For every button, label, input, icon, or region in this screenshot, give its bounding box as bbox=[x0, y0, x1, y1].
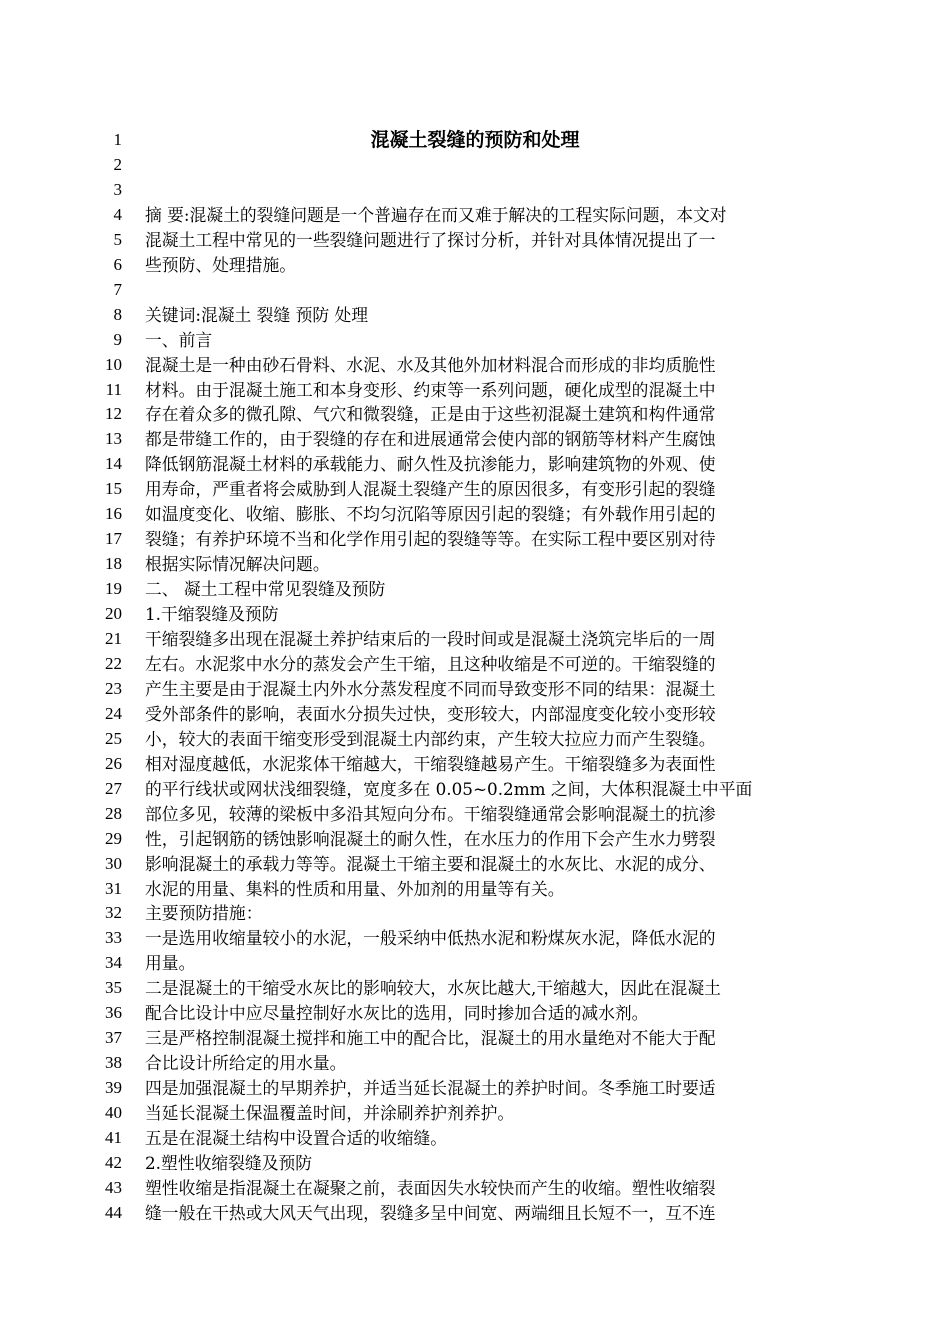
line-number: 44 bbox=[105, 1202, 122, 1222]
line-number: 34 bbox=[105, 953, 122, 973]
text-line: 部位多见，较薄的梁板中多沿其短向分布。干缩裂缝通常会影响混凝土的抗渗 bbox=[145, 803, 716, 824]
text-line: 一是选用收缩量较小的水泥，一般采纳中低热水泥和粉煤灰水泥，降低水泥的 bbox=[145, 928, 716, 949]
text-line: 混凝土是一种由砂石骨料、水泥、水及其他外加材料混合而形成的非均质脆性 bbox=[145, 354, 716, 375]
line-number: 35 bbox=[105, 978, 122, 998]
text-line: 影响混凝土的承载力等等。混凝土干缩主要和混凝土的水灰比、水泥的成分、 bbox=[145, 853, 716, 874]
text-line: 关键词:混凝土 裂缝 预防 处理 bbox=[145, 304, 369, 325]
text-line: 受外部条件的影响，表面水分损失过快，变形较大，内部湿度变化较小变形较 bbox=[145, 703, 716, 724]
line-number: 8 bbox=[113, 304, 122, 324]
line-number: 6 bbox=[113, 254, 122, 274]
text-line: 性，引起钢筋的锈蚀影响混凝土的耐久性，在水压力的作用下会产生水力劈裂 bbox=[145, 828, 716, 849]
text-line: 的平行线状或网状浅细裂缝，宽度多在 0.05~0.2mm 之间，大体积混凝土中平面 bbox=[145, 778, 753, 799]
line-number: 4 bbox=[113, 204, 122, 224]
text-line: 裂缝；有养护环境不当和化学作用引起的裂缝等等。在实际工程中要区别对待 bbox=[145, 529, 716, 550]
line-number: 31 bbox=[105, 878, 122, 898]
line-number: 39 bbox=[105, 1078, 122, 1098]
text-line: 用寿命，严重者将会威胁到人混凝土裂缝产生的原因很多，有变形引起的裂缝 bbox=[145, 479, 716, 500]
line-number: 38 bbox=[105, 1053, 122, 1073]
line-number: 15 bbox=[105, 479, 122, 499]
text-line: 小，较大的表面干缩变形受到混凝土内部约束，产生较大拉应力而产生裂缝。 bbox=[145, 728, 716, 749]
text-line: 存在着众多的微孔隙、气穴和微裂缝，正是由于这些初混凝土建筑和构件通常 bbox=[145, 404, 716, 425]
line-number: 22 bbox=[105, 653, 122, 673]
line-number: 19 bbox=[105, 579, 122, 599]
text-line: 塑性收缩是指混凝土在凝聚之前，表面因失水较快而产生的收缩。塑性收缩裂 bbox=[145, 1177, 716, 1198]
text-line bbox=[145, 277, 805, 303]
line-number: 25 bbox=[105, 728, 122, 748]
line-number: 12 bbox=[105, 404, 122, 424]
line-number: 33 bbox=[105, 928, 122, 948]
line-number: 14 bbox=[105, 454, 122, 474]
text-line: 2.塑性收缩裂缝及预防 bbox=[145, 1152, 313, 1173]
line-number: 41 bbox=[105, 1128, 122, 1147]
text-line: 二、 凝土工程中常见裂缝及预防 bbox=[145, 579, 386, 600]
text-line: 降低钢筋混凝土材料的承载能力、耐久性及抗渗能力，影响建筑物的外观、使 bbox=[145, 454, 716, 475]
line-number: 40 bbox=[105, 1103, 122, 1123]
line-number: 32 bbox=[105, 903, 122, 923]
line-number: 27 bbox=[105, 778, 122, 798]
text-line: 摘 要:混凝土的裂缝问题是一个普遍存在而又难于解决的工程实际问题，本文对 bbox=[145, 204, 727, 225]
text-line: 二是混凝土的干缩受水灰比的影响较大，水灰比越大,干缩越大，因此在混凝土 bbox=[145, 978, 721, 999]
text-line: 些预防、处理措施。 bbox=[145, 254, 297, 275]
text-line: 材料。由于混凝土施工和本身变形、约束等一系列问题，硬化成型的混凝土中 bbox=[145, 379, 716, 400]
line-number: 9 bbox=[113, 329, 122, 349]
text-line: 当延长混凝土保温覆盖时间，并涂刷养护剂养护。 bbox=[145, 1103, 515, 1124]
text-line: 三是严格控制混凝土搅拌和施工中的配合比，混凝土的用水量绝对不能大于配 bbox=[145, 1028, 716, 1049]
text-line: 产生主要是由于混凝土内外水分蒸发程度不同而导致变形不同的结果：混凝土 bbox=[145, 678, 716, 699]
text-line: 相对湿度越低，水泥浆体干缩越大，干缩裂缝越易产生。干缩裂缝多为表面性 bbox=[145, 753, 716, 774]
document-title: 混凝土裂缝的预防和处理 bbox=[370, 129, 580, 151]
text-line: 五是在混凝土结构中设置合适的收缩缝。 bbox=[145, 1128, 448, 1148]
line-number: 10 bbox=[105, 354, 122, 374]
line-number: 29 bbox=[105, 828, 122, 848]
text-line: 合比设计所给定的用水量。 bbox=[145, 1053, 347, 1074]
text-line: 配合比设计中应尽量控制好水灰比的选用，同时掺加合适的减水剂。 bbox=[145, 1003, 649, 1024]
text-line: 用量。 bbox=[145, 953, 196, 974]
text-line: 水泥的用量、集料的性质和用量、外加剂的用量等有关。 bbox=[145, 878, 565, 899]
line-number: 17 bbox=[105, 529, 122, 549]
line-number: 18 bbox=[105, 554, 122, 574]
line-number: 5 bbox=[113, 229, 122, 249]
text-line: 根据实际情况解决问题。 bbox=[145, 554, 330, 575]
text-line: 如温度变化、收缩、膨胀、不均匀沉陷等原因引起的裂缝；有外载作用引起的 bbox=[145, 504, 716, 525]
line-number: 3 bbox=[113, 179, 122, 199]
line-number: 13 bbox=[105, 429, 122, 449]
text-line: 主要预防措施： bbox=[145, 903, 263, 924]
line-number: 30 bbox=[105, 853, 122, 873]
text-line bbox=[145, 152, 805, 178]
text-line: 缝一般在干热或大风天气出现，裂缝多呈中间宽、两端细且长短不一，互不连 bbox=[145, 1202, 716, 1223]
text-line: 干缩裂缝多出现在混凝土养护结束后的一段时间或是混凝土浇筑完毕后的一周 bbox=[145, 629, 716, 649]
line-number: 28 bbox=[105, 803, 122, 823]
line-number: 7 bbox=[113, 279, 122, 299]
line-number: 43 bbox=[105, 1177, 122, 1197]
line-number: 21 bbox=[105, 629, 122, 648]
text-line bbox=[145, 177, 805, 203]
text-line: 都是带缝工作的，由于裂缝的存在和进展通常会使内部的钢筋等材料产生腐蚀 bbox=[145, 429, 716, 450]
line-number: 2 bbox=[113, 154, 122, 174]
text-line: 1.干缩裂缝及预防 bbox=[145, 604, 279, 625]
line-number: 23 bbox=[105, 678, 122, 698]
line-number: 42 bbox=[105, 1152, 122, 1172]
text-line: 左右。水泥浆中水分的蒸发会产生干缩，且这种收缩是不可逆的。干缩裂缝的 bbox=[145, 653, 716, 674]
line-number: 24 bbox=[105, 703, 122, 723]
line-number: 26 bbox=[105, 753, 122, 773]
text-line: 混凝土工程中常见的一些裂缝问题进行了探讨分析，并针对具体情况提出了一 bbox=[145, 229, 716, 250]
text-line: 四是加强混凝土的早期养护，并适当延长混凝土的养护时间。冬季施工时要适 bbox=[145, 1078, 716, 1099]
line-number: 11 bbox=[105, 379, 122, 399]
line-number: 1 bbox=[113, 130, 122, 149]
line-number: 36 bbox=[105, 1003, 122, 1023]
text-line: 一、前言 bbox=[145, 329, 213, 350]
line-number: 37 bbox=[105, 1028, 122, 1048]
line-number: 16 bbox=[105, 504, 122, 524]
line-number: 20 bbox=[105, 604, 122, 624]
